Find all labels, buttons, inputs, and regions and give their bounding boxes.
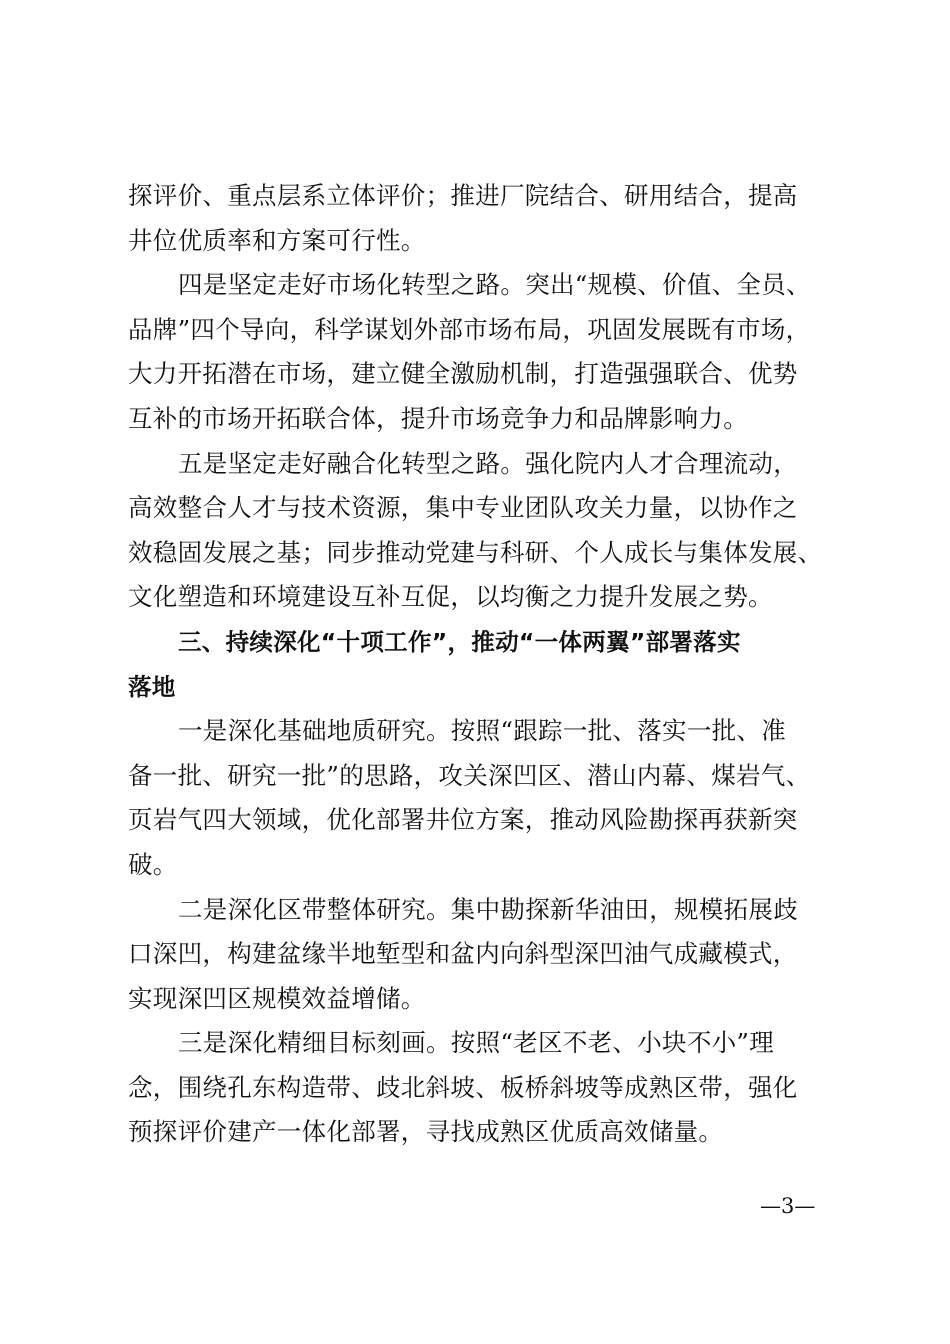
text-line: 口深凹，构建盆缘半地堑型和盆内向斜型深凹油气成藏模式， <box>128 939 798 969</box>
heading-line: 落地 <box>128 672 176 701</box>
text-line: 页岩气四大领域，优化部署井位方案，推动风险勘探再获新突 <box>128 805 798 835</box>
paragraph-market-transformation <box>128 263 838 441</box>
text-line: 三是深化精细目标刻画。按照“老区不老、小块不小”理 <box>178 1028 775 1058</box>
paragraph-basic-geology <box>128 709 838 887</box>
text-line: 互补的市场开拓联合体，提升市场竞争力和品牌影响力。 <box>128 403 748 433</box>
paragraph-integration-transformation <box>128 442 838 620</box>
paragraph-continuation <box>128 174 838 263</box>
text-line: 五是坚定走好融合化转型之路。强化院内人才合理流动， <box>178 448 798 478</box>
heading-line: 三、持续深化“十项工作”，推动“一体两翼”部署落实 <box>178 627 741 656</box>
text-line: 高效整合人才与技术资源，集中专业团队攻关力量，以协作之 <box>128 493 798 523</box>
text-line: 念，围绕孔东构造带、歧北斜坡、板桥斜坡等成熟区带，强化 <box>128 1072 798 1102</box>
text-line: 井位优质率和方案可行性。 <box>128 225 426 255</box>
page-number: —3— <box>760 1194 816 1218</box>
text-line: 二是深化区带整体研究。集中勘探新华油田，规模拓展歧 <box>178 894 798 924</box>
paragraph-zone-study <box>128 888 838 1022</box>
text-line: 四是坚定走好市场化转型之路。突出“规模、价值、全员、 <box>178 270 811 300</box>
text-line: 探评价、重点层系立体评价；推进厂院结合、研用结合，提高 <box>128 181 798 210</box>
text-line: 破。 <box>128 849 178 879</box>
text-line: 实现深凹区规模效益增储。 <box>128 983 426 1013</box>
paragraph-target-characterization <box>128 1021 838 1155</box>
text-line: 文化塑造和环境建设互补互促，以均衡之力提升发展之势。 <box>128 582 773 612</box>
text-line: 预探评价建产一体化部署，寻找成熟区优质高效储量。 <box>128 1117 724 1147</box>
text-line: 备一批、研究一批”的思路，攻关深凹区、潜山内幕、煤岩气、 <box>128 760 811 790</box>
text-line: 大力开拓潜在市场，建立健全激励机制，打造强强联合、优势 <box>128 359 798 389</box>
text-line: 品牌”四个导向，科学谋划外部市场布局，巩固发展既有市场， <box>128 314 811 344</box>
section-heading <box>128 620 838 709</box>
text-line: 效稳固发展之基；同步推动党建与科研、个人成长与集体发展、 <box>128 537 823 567</box>
text-line: 一是深化基础地质研究。按照“跟踪一批、落实一批、准 <box>178 716 787 746</box>
document-body <box>128 174 838 1155</box>
